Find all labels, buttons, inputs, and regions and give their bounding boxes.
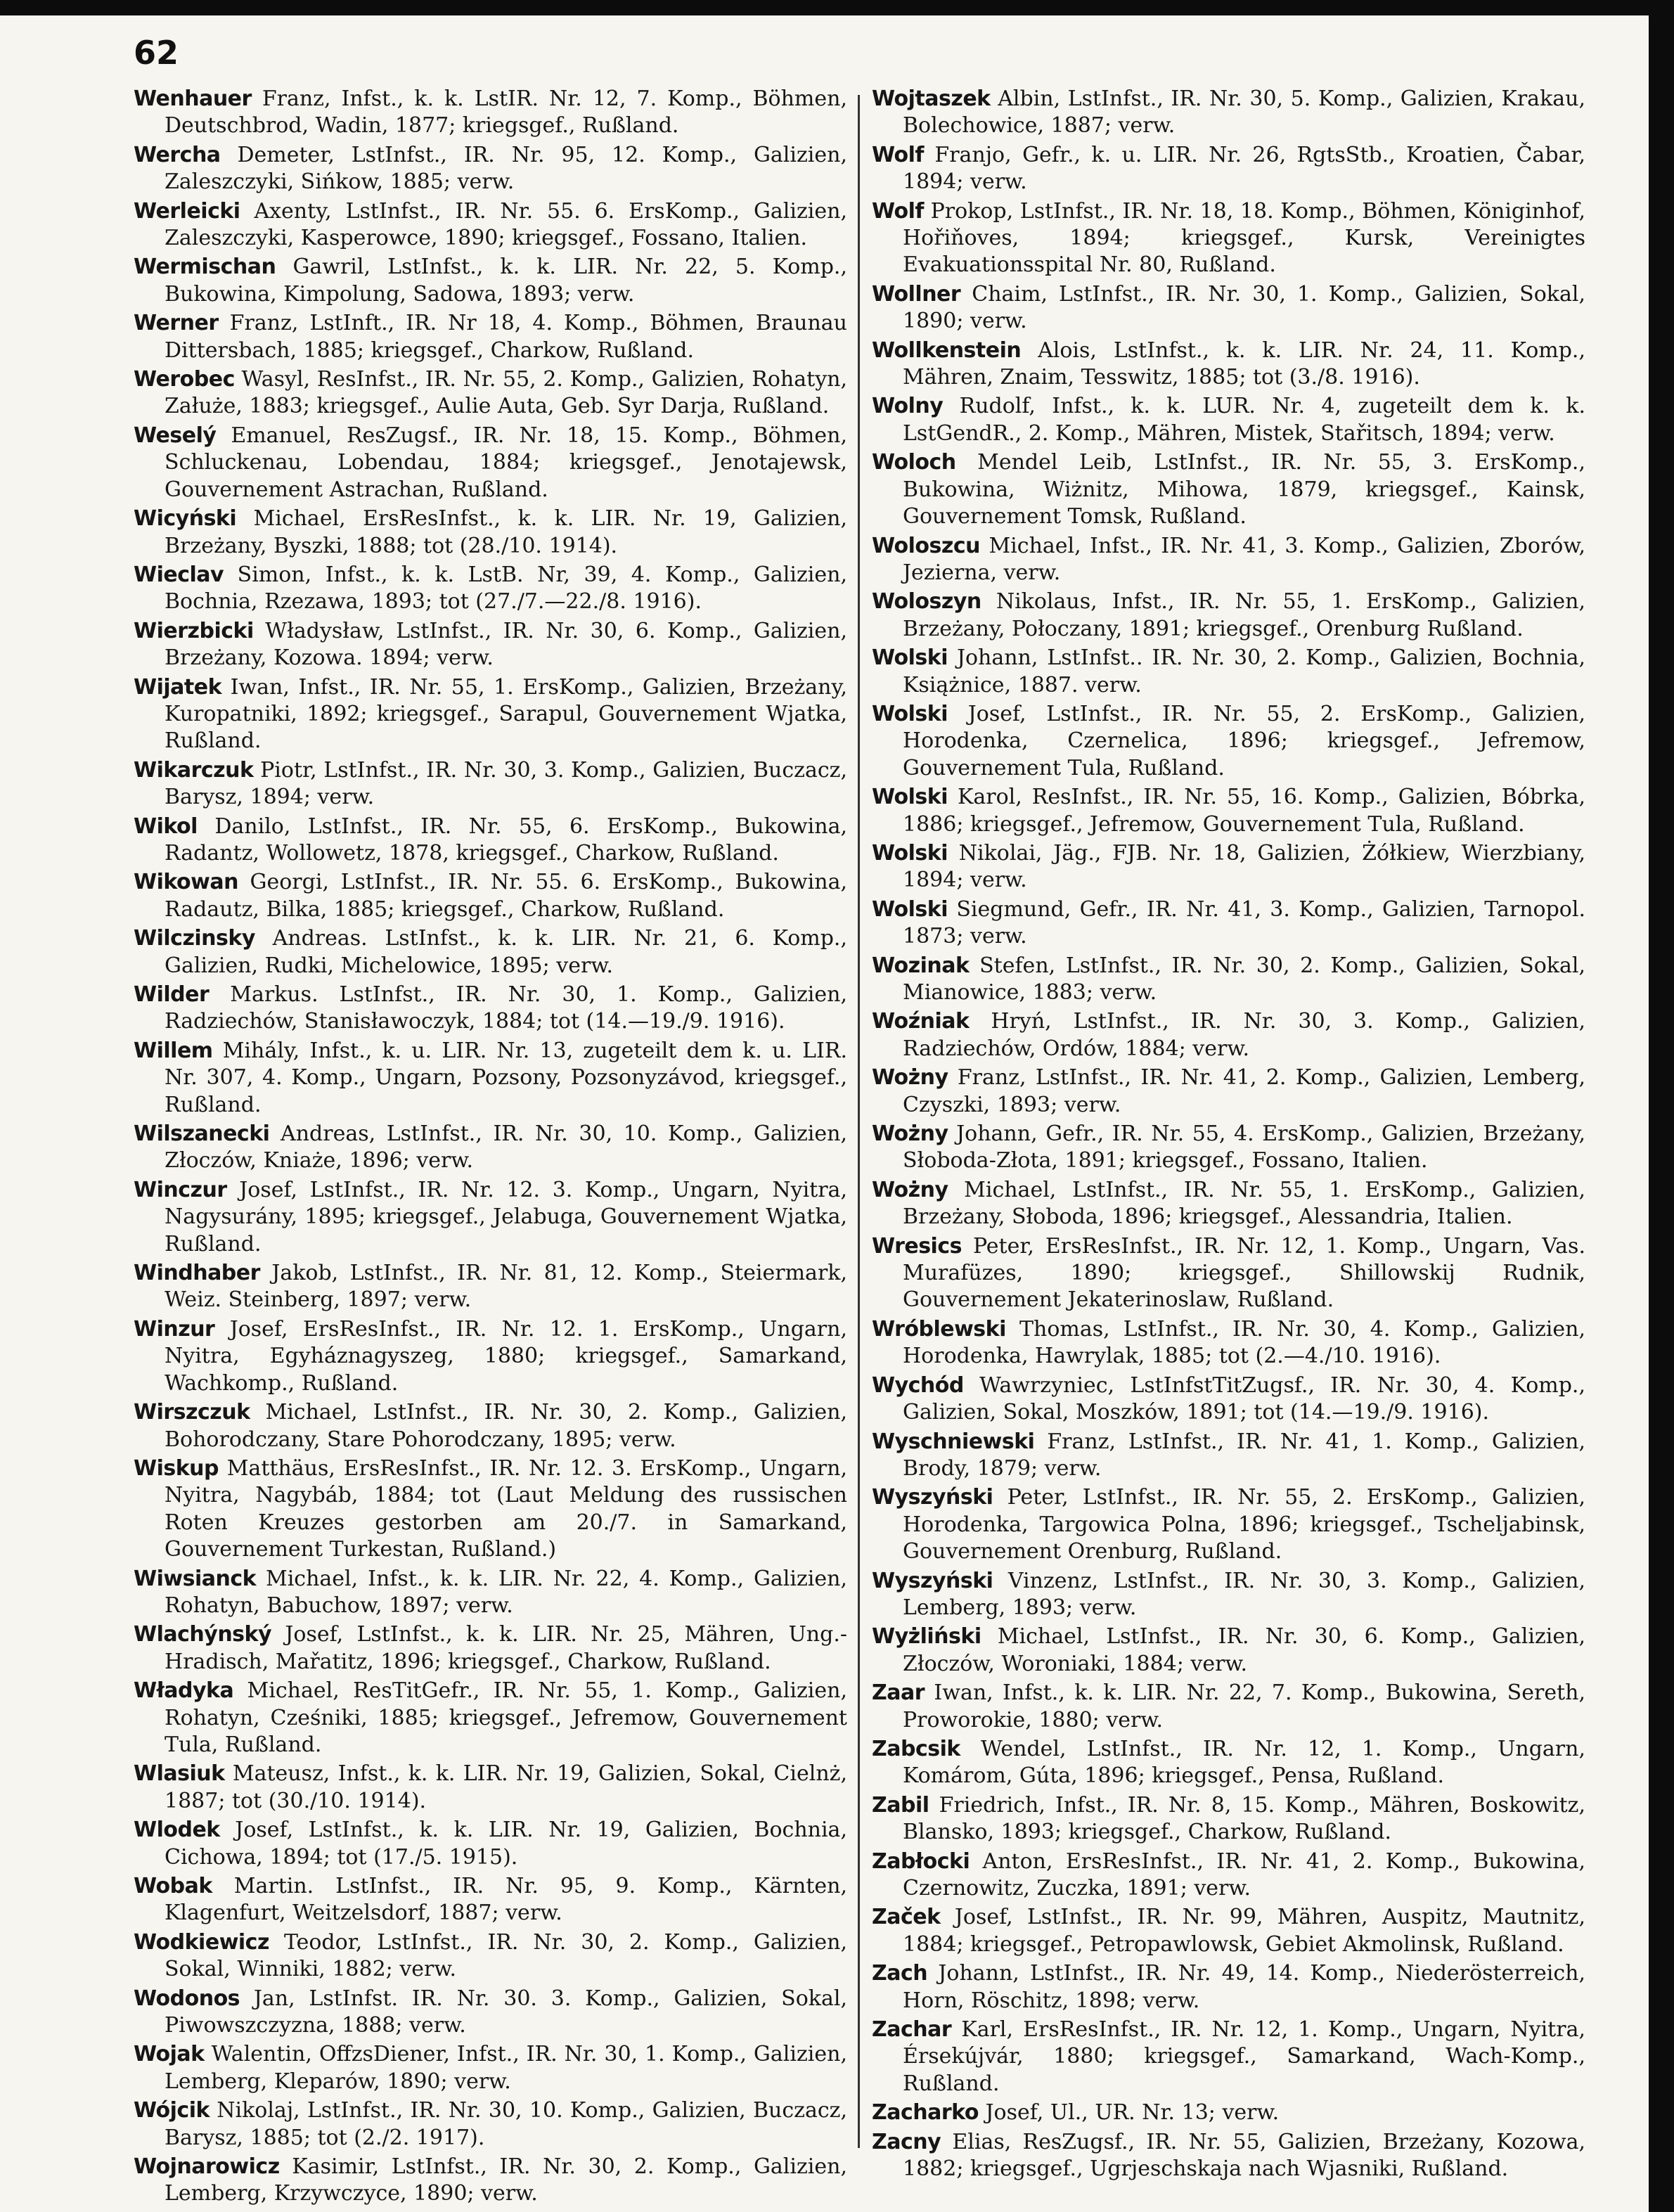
entry-name: Wlasiuk [134, 1761, 225, 1787]
entry-details: Johann, LstInfst.. IR. Nr. 30, 2. Komp., Galizien, Bochnia, Książnice, 1887. verw. [903, 645, 1585, 697]
entry-details: Michael, Infst., IR. Nr. 41, 3. Komp., Galizien, Zborów, Jezierna, verw. [903, 533, 1585, 585]
entry-name: Zaar [872, 1680, 925, 1706]
entry-details: Michael, LstInfst., IR. Nr. 30, 2. Komp., Galizien, Bohorodczany, Stare Pohorodczany, 1895; verw. [165, 1400, 847, 1452]
entry-name: Wierzbicki [134, 618, 254, 643]
entry-name: Weselý [134, 423, 217, 448]
entry-name: Wychód [872, 1372, 964, 1398]
entry-details: Elias, ResZugsf., IR. Nr. 55, Galizien, Brzeżany, Kozowa, 1882; kriegsgef., Ugrjeschskaja nach Wjasniki, Rußland. [903, 2129, 1585, 2182]
entry-name: Zach [872, 1961, 928, 1986]
entry-details: Franz, LstInft., IR. Nr 18, 4. Komp., Böhmen, Braunau Dittersbach, 1885; kriegsgef., Charkow, Rußland. [165, 311, 847, 363]
entry-name: Wojak [134, 2042, 205, 2067]
scan-border-top [0, 0, 1674, 15]
entry [134, 1399, 847, 1453]
entry-name: Zabcsik [872, 1736, 960, 1761]
entry [872, 1960, 1585, 2014]
entry-details: Iwan, Infst., k. k. LIR. Nr. 22, 7. Komp., Bukowina, Sereth, Proworokie, 1880; verw. [903, 1680, 1585, 1732]
entry-details: Wendel, LstInfst., IR. Nr. 12, 1. Komp., Ungarn, Komárom, Gúta, 1896; kriegsgef., Pensa, Rußland. [903, 1736, 1585, 1789]
entry-name: Wikol [134, 814, 198, 839]
entry [134, 869, 847, 923]
entry-details: Iwan, Infst., IR. Nr. 55, 1. ErsKomp., Galizien, Brzeżany, Kuropatniki, 1892; kriegsgef., Sarapul, Gouvernement Wjatka, Rußland. [165, 674, 847, 754]
entry [872, 896, 1585, 951]
entry [872, 953, 1585, 1007]
entry-name: Zabłocki [872, 1848, 970, 1874]
entry-name: Wolski [872, 896, 948, 922]
entry-details: Karol, ResInfst., IR. Nr. 55, 16. Komp., Galizien, Bóbrka, 1886; kriegsgef., Jefremow, Gouvernement Tula, Rußland. [903, 785, 1585, 837]
entry [134, 1177, 847, 1258]
entry-name: Wolski [872, 645, 948, 671]
entry [134, 1929, 847, 1983]
entry-name: Wolf [872, 198, 924, 224]
entry-name: Wyszyński [872, 1568, 993, 1593]
entry-details: Demeter, LstInfst., IR. Nr. 95, 12. Komp., Galizien, Zaleszczyki, Sińkow, 1885; verw. [165, 142, 847, 195]
entry-details: Andreas, LstInfst., IR. Nr. 30, 10. Komp., Galizien, Złoczów, Kniaże, 1896; verw. [165, 1121, 847, 1173]
entry-name: Wojnarowicz [134, 2154, 280, 2180]
entry-name: Wolny [872, 394, 944, 419]
entry [134, 366, 847, 420]
entry-name: Wolski [872, 701, 948, 726]
entry [872, 784, 1585, 838]
entry [872, 1121, 1585, 1175]
entry-name: Wolski [872, 840, 948, 866]
entry-details: Thomas, LstInfst., IR. Nr. 30, 4. Komp., Galizien, Horodenka, Hawrylak, 1885; tot (2.—4./10. 1916). [903, 1316, 1585, 1369]
entry [872, 1065, 1585, 1119]
entry-details: Albin, LstInfst., IR. Nr. 30, 5. Komp., Galizien, Krakau, Bolechowice, 1887; verw. [903, 86, 1585, 139]
entry-name: Wlachýnský [134, 1622, 272, 1647]
entry [134, 562, 847, 616]
entry-name: Woloszyn [872, 589, 981, 615]
entry [134, 1873, 847, 1927]
entry [872, 1680, 1585, 1734]
entry [134, 1817, 847, 1871]
entry-name: Wikowan [134, 870, 238, 895]
entry-details: Josef, ErsResInfst., IR. Nr. 12. 1. ErsKomp., Ungarn, Nyitra, Egyháznagyszeg, 1880; kriegsgef., Samarkand, Wachkomp., Rußland. [165, 1316, 847, 1396]
entry-details: Gawril, LstInfst., k. k. LIR. Nr. 22, 5. Komp., Bukowina, Kimpolung, Sadowa, 1893; verw. [165, 255, 847, 307]
entry [872, 1429, 1585, 1483]
entry-details: Wawrzyniec, LstInfstTitZugsf., IR. Nr. 30, 4. Komp., Galizien, Sokal, Moszków, 1891; tot (14.—19./9. 1916). [903, 1372, 1585, 1425]
entry [134, 423, 847, 503]
entry-details: Peter, ErsResInfst., IR. Nr. 12, 1. Komp., Ungarn, Vas. Murafüzes, 1890; kriegsgef., Shillowskij Rudnik, Gouvernement Jekaterinoslaw, Rußland. [903, 1233, 1585, 1313]
entry [134, 198, 847, 252]
entry-details: Josef, LstInfst., IR. Nr. 99, Mähren, Auspitz, Mautnitz, 1884; kriegsgef., Petropawlowsk, Gebiet Akmolinsk, Rußland. [903, 1905, 1585, 1957]
entry-name: Wozinak [872, 953, 970, 978]
entry-name: Woźniak [872, 1009, 970, 1034]
entry-name: Wicyński [134, 506, 237, 532]
column-divider [858, 95, 860, 2148]
entry [134, 2041, 847, 2095]
entry-details: Michael, LstInfst., IR. Nr. 55, 1. ErsKomp., Galizien, Brzeżany, Słoboda, 1896; kriegsgef., Alessandria, Italien. [903, 1177, 1585, 1230]
entry-details: Jakob, LstInfst., IR. Nr. 81, 12. Komp., Steiermark, Weiz. Steinberg, 1897; verw. [165, 1261, 847, 1313]
entry-details: Andreas. LstInfst., k. k. LIR. Nr. 21, 6. Komp., Galizien, Rudki, Michelowice, 1895; verw. [165, 926, 847, 978]
scan-border-right [1649, 0, 1674, 2212]
entry-name: Wolski [872, 785, 948, 810]
entry-name: Winczur [134, 1177, 227, 1202]
entry-name: Zabil [872, 1792, 929, 1818]
entry-name: Werner [134, 311, 219, 336]
entry-name: Zachar [872, 2017, 952, 2043]
entry [872, 1792, 1585, 1846]
entry-name: Wenhauer [134, 86, 252, 111]
entry [872, 1736, 1585, 1790]
entry [872, 2100, 1585, 2126]
entry [872, 1848, 1585, 1903]
entry-name: Willem [134, 1038, 213, 1063]
entry-details: Martin. LstInfst., IR. Nr. 95, 9. Komp., Kärnten, Klagenfurt, Weitzelsdorf, 1887; verw. [165, 1874, 847, 1926]
entry-name: Zacny [872, 2129, 941, 2154]
entry-details: Kasimir, LstInfst., IR. Nr. 30, 2. Komp., Galizien, Lemberg, Krzywczyce, 1890; verw. [165, 2154, 847, 2206]
entry-details: Simon, Infst., k. k. LstB. Nr, 39, 4. Komp., Galizien, Bochnia, Rzezawa, 1893; tot (27./7.—22./8. 1916). [165, 562, 847, 615]
entry-details: Nikolai, Jäg., FJB. Nr. 18, Galizien, Żółkiew, Wierzbiany, 1894; verw. [903, 840, 1585, 893]
entry-name: Wodkiewicz [134, 1929, 269, 1955]
entry-name: Wieclav [134, 562, 224, 587]
entry-name: Werobec [134, 367, 235, 392]
entry [134, 1621, 847, 1676]
entry-details: Franz, LstInfst., IR. Nr. 41, 1. Komp., Galizien, Brody, 1879; verw. [903, 1429, 1585, 1481]
entry [134, 1316, 847, 1397]
entry-name: Zacharko [872, 2100, 979, 2126]
entry-details: Friedrich, Infst., IR. Nr. 8, 15. Komp., Mähren, Boskowitz, Blansko, 1893; kriegsgef., Charkow, Rußland. [903, 1792, 1585, 1845]
entry [134, 506, 847, 560]
right-column [872, 86, 1585, 2185]
entry-name: Wermischan [134, 255, 276, 280]
entry-name: Werleicki [134, 198, 240, 224]
entry-details: Siegmund, Gefr., IR. Nr. 41, 3. Komp., Galizien, Tarnopol. 1873; verw. [903, 896, 1585, 949]
entry-details: Josef, LstInfst., k. k. LIR. Nr. 19, Galizien, Bochnia, Cichowa, 1894; tot (17./5. 1915). [165, 1818, 847, 1870]
entry-details: Rudolf, Infst., k. k. LUR. Nr. 4, zugeteilt dem k. k. LstGendR., 2. Komp., Mähren, Mistek, Stařitsch, 1894; verw. [903, 394, 1585, 446]
entry-details: Axenty, LstInfst., IR. Nr. 55. 6. ErsKomp., Galizien, Zaleszczyki, Kasperowce, 1890; kriegsgef., Fossano, Italien. [165, 198, 847, 251]
entry-details: Hryń, LstInfst., IR. Nr. 30, 3. Komp., Galizien, Radziechów, Ordów, 1884; verw. [903, 1009, 1585, 1061]
entry-name: Wyżliński [872, 1624, 981, 1650]
entry-details: Franz, Infst., k. k. LstIR. Nr. 12, 7. Komp., Böhmen, Deutschbrod, Wadin, 1877; kriegsgef., Rußland. [165, 86, 847, 139]
entry [134, 674, 847, 755]
entry [134, 982, 847, 1036]
entry-name: Wilczinsky [134, 926, 255, 951]
entry-details: Johann, Gefr., IR. Nr. 55, 4. ErsKomp., Galizien, Brzeżany, Słoboda-Złota, 1891; kriegsgef., Fossano, Italien. [903, 1121, 1585, 1173]
entry [134, 2154, 847, 2208]
entry [872, 1484, 1585, 1565]
entry-name: Wilszanecki [134, 1121, 270, 1147]
entry [134, 310, 847, 364]
entry-details: Nikolaus, Infst., IR. Nr. 55, 1. ErsKomp., Galizien, Brzeżany, Połoczany, 1891; kriegsgef., Orenburg Rußland. [903, 589, 1585, 641]
entry [872, 449, 1585, 530]
entry [134, 757, 847, 811]
entry-details: Peter, LstInfst., IR. Nr. 55, 2. ErsKomp., Galizien, Horodenka, Targowica Polna, 1896; kriegsgef., Tscheljabinsk, Gouvernement Orenburg, Rußland. [903, 1485, 1586, 1564]
entry [134, 254, 847, 308]
entry-name: Wirszczuk [134, 1400, 250, 1425]
entry-details: Alois, LstInfst., k. k. LIR. Nr. 24, 11. Komp., Mähren, Znaim, Tesswitz, 1885; tot (3./8. 1916). [903, 337, 1585, 390]
entry [872, 1568, 1585, 1622]
entry-name: Wilder [134, 982, 210, 1007]
entry [872, 142, 1585, 196]
entry-details: Teodor, LstInfst., IR. Nr. 30, 2. Komp., Galizien, Sokal, Winniki, 1882; verw. [165, 1929, 847, 1982]
entry-name: Wercha [134, 142, 221, 167]
entry-details: Franjo, Gefr., k. u. LIR. Nr. 26, RgtsStb., Kroatien, Čabar, 1894; verw. [903, 142, 1585, 195]
entry-details: Michael, Infst., k. k. LIR. Nr. 22, 4. Komp., Galizien, Rohatyn, Babuchow, 1897; verw. [165, 1566, 847, 1618]
entry [134, 2097, 847, 2152]
entry [872, 86, 1585, 140]
entry [872, 1177, 1585, 1231]
entry-details: Władysław, LstInfst., IR. Nr. 30, 6. Komp., Galizien, Brzeżany, Kozowa. 1894; verw. [165, 618, 847, 671]
entry [872, 1372, 1585, 1427]
entry-name: Wójcik [134, 2098, 210, 2123]
entry [872, 1008, 1585, 1062]
entry [872, 533, 1585, 587]
entry-details: Walentin, OffzsDiener, Infst., IR. Nr. 30, 1. Komp., Galizien, Lemberg, Kleparów, 1890; verw. [165, 2042, 847, 2094]
entry-name: Wiwsianck [134, 1566, 257, 1591]
entry [134, 1678, 847, 1758]
entry-name: Wobak [134, 1874, 212, 1898]
entry-details: Vinzenz, LstInfst., IR. Nr. 30, 3. Komp., Galizien, Lemberg, 1893; verw. [903, 1568, 1585, 1620]
entry [872, 1623, 1585, 1678]
entry-details: Nikolaj, LstInfst., IR. Nr. 30, 10. Komp., Galizien, Buczacz, Barysz, 1885; tot (2./2. 1917). [165, 2098, 847, 2150]
entry [872, 589, 1585, 643]
entry-details: Mateusz, Infst., k. k. LIR. Nr. 19, Galizien, Sokal, Cielnż, 1887; tot (30./10. 1914). [165, 1761, 847, 1813]
entry-details: Matthäus, ErsResInfst., IR. Nr. 12. 3. ErsKomp., Ungarn, Nyitra, Nagybáb, 1884; tot (Laut Meldung des russischen Roten Kreuzes gestorben am 20./7. in Samarkand, Gouvernement Turkestan, Rußland.) [165, 1455, 847, 1562]
entry-name: Začek [872, 1905, 941, 1930]
left-column [134, 86, 847, 2210]
entry [872, 645, 1585, 699]
entry-name: Wolf [872, 142, 924, 167]
entry [134, 925, 847, 979]
entry-name: Wodonos [134, 1986, 240, 2011]
entry-details: Jan, LstInfst. IR. Nr. 30. 3. Komp., Galizien, Sokal, Piwowszczyzna, 1888; verw. [165, 1986, 847, 2038]
entry-name: Wiskup [134, 1455, 219, 1481]
entry [134, 1121, 847, 1175]
entry [134, 1260, 847, 1314]
entry-name: Wollkenstein [872, 337, 1022, 363]
entry-name: Woloch [872, 450, 956, 475]
entry [134, 814, 847, 868]
entry [872, 1233, 1585, 1314]
entry-details: Georgi, LstInfst., IR. Nr. 55. 6. ErsKomp., Bukowina, Radautz, Bilka, 1885; kriegsgef., Charkow, Rußland. [165, 870, 847, 922]
entry-name: Wikarczuk [134, 757, 254, 783]
entry [872, 281, 1585, 335]
entry [872, 2017, 1585, 2097]
entry [134, 1455, 847, 1564]
entry-name: Woloszcu [872, 533, 980, 558]
entry-name: Wyschniewski [872, 1429, 1035, 1454]
entry-details: Josef, LstInfst., IR. Nr. 12. 3. Komp., Ungarn, Nyitra, Nagysurány, 1895; kriegsgef., Jelabuga, Gouvernement Wjatka, Rußland. [165, 1177, 847, 1256]
entry-details: Michael, LstInfst., IR. Nr. 30, 6. Komp., Galizien, Złoczów, Woroniaki, 1884; verw. [903, 1624, 1585, 1676]
entry-name: Wijatek [134, 674, 222, 700]
entry [134, 1986, 847, 2040]
entry [872, 1316, 1585, 1370]
entry-details: Anton, ErsResInfst., IR. Nr. 41, 2. Komp., Bukowina, Czernowitz, Zuczka, 1891; verw. [903, 1848, 1585, 1901]
entry [872, 840, 1585, 894]
entry-name: Wollner [872, 281, 961, 307]
entry-name: Wożny [872, 1177, 948, 1202]
entry-details: Wasyl, ResInfst., IR. Nr. 55, 2. Komp., Galizien, Rohatyn, Załuże, 1883; kriegsgef., Aulie Auta, Geb. Syr Darja, Rußland. [165, 367, 847, 419]
entry-details: Josef, LstInfst., k. k. LIR. Nr. 25, Mähren, Ung.-Hradisch, Mařatitz, 1896; kriegsgef., Charkow, Rußland. [165, 1622, 847, 1674]
entry-details: Mendel Leib, LstInfst., IR. Nr. 55, 3. ErsKomp., Bukowina, Wiżnitz, Mihowa, 1879, kriegsgef., Kainsk, Gouvernement Tomsk, Rußland. [903, 450, 1585, 529]
entry-details: Johann, LstInfst., IR. Nr. 49, 14. Komp., Niederösterreich, Horn, Röschitz, 1898; verw. [903, 1961, 1585, 2013]
entry [134, 618, 847, 672]
entry-name: Winzur [134, 1316, 215, 1342]
entry-details: Mihály, Infst., k. u. LIR. Nr. 13, zugeteilt dem k. u. LIR. Nr. 307, 4. Komp., Ungarn, Pozsony, Pozsonyzávod, kriegsgef., Rußland. [165, 1038, 847, 1117]
entry [872, 337, 1585, 392]
entry-details: Josef, LstInfst., IR. Nr. 55, 2. ErsKomp., Galizien, Horodenka, Czernelica, 1896; kriegsgef., Jefremow, Gouvernement Tula, Rußland. [903, 701, 1585, 780]
entry-details: Josef, Ul., UR. Nr. 13; verw. [985, 2100, 1280, 2126]
entry [872, 2129, 1585, 2183]
entry-details: Franz, LstInfst., IR. Nr. 41, 2. Komp., Galizien, Lemberg, Czyszki, 1893; verw. [903, 1065, 1585, 1117]
entry-name: Wróblewski [872, 1316, 1006, 1342]
entry-name: Władyka [134, 1678, 234, 1704]
entry-details: Danilo, LstInfst., IR. Nr. 55, 6. ErsKomp., Bukowina, Radantz, Wollowetz, 1878, kriegsgef., Charkow, Rußland. [165, 814, 847, 866]
entry-details: Emanuel, ResZugsf., IR. Nr. 18, 15. Komp., Böhmen, Schluckenau, Lobendau, 1884; kriegsgef., Jenotajewsk, Gouvernement Astrachan, Rußland. [165, 423, 847, 502]
entry [134, 1566, 847, 1620]
entry [872, 701, 1585, 782]
entry-name: Wresics [872, 1233, 962, 1259]
entry-name: Wyszyński [872, 1485, 993, 1510]
page-number: 62 [134, 34, 179, 72]
entry-name: Wożny [872, 1121, 948, 1147]
entry [134, 86, 847, 140]
entry [872, 393, 1585, 447]
entry-details: Karl, ErsResInfst., IR. Nr. 12, 1. Komp., Ungarn, Nyitra, Érsekújvár, 1880; kriegsgef., Samarkand, Wach-Komp., Rußland. [903, 2017, 1585, 2096]
entry-details: Prokop, LstInfst., IR. Nr. 18, 18. Komp., Böhmen, Königinhof, Hořiňoves, 1894; kriegsgef., Kursk, Vereinigtes Evakuationsspital Nr. 80, Rußland. [903, 198, 1585, 278]
entry-name: Wojtaszek [872, 86, 991, 111]
entry-details: Michael, ResTitGefr., IR. Nr. 55, 1. Komp., Galizien, Rohatyn, Cześniki, 1885; kriegsgef., Jefremow, Gouvernement Tula, Rußland. [165, 1678, 847, 1757]
entry [134, 1761, 847, 1815]
entry [134, 142, 847, 196]
entry-details: Michael, ErsResInfst., k. k. LIR. Nr. 19, Galizien, Brzeżany, Byszki, 1888; tot (28./10. 1914). [165, 506, 847, 558]
entry [134, 1038, 847, 1119]
entry [872, 1904, 1585, 1958]
entry-details: Stefen, LstInfst., IR. Nr. 30, 2. Komp., Galizien, Sokal, Mianowice, 1883; verw. [903, 953, 1585, 1005]
entry-name: Wlodek [134, 1818, 220, 1843]
entry [872, 198, 1585, 279]
entry-details: Chaim, LstInfst., IR. Nr. 30, 1. Komp., Galizien, Sokal, 1890; verw. [903, 281, 1585, 334]
entry-details: Markus. LstInfst., IR. Nr. 30, 1. Komp., Galizien, Radziechów, Stanisławoczyk, 1884; tot (14.—19./9. 1916). [165, 982, 847, 1034]
entry-name: Wożny [872, 1065, 948, 1091]
entry-details: Piotr, LstInfst., IR. Nr. 30, 3. Komp., Galizien, Buczacz, Barysz, 1894; verw. [165, 757, 847, 810]
entry-name: Windhaber [134, 1261, 260, 1286]
